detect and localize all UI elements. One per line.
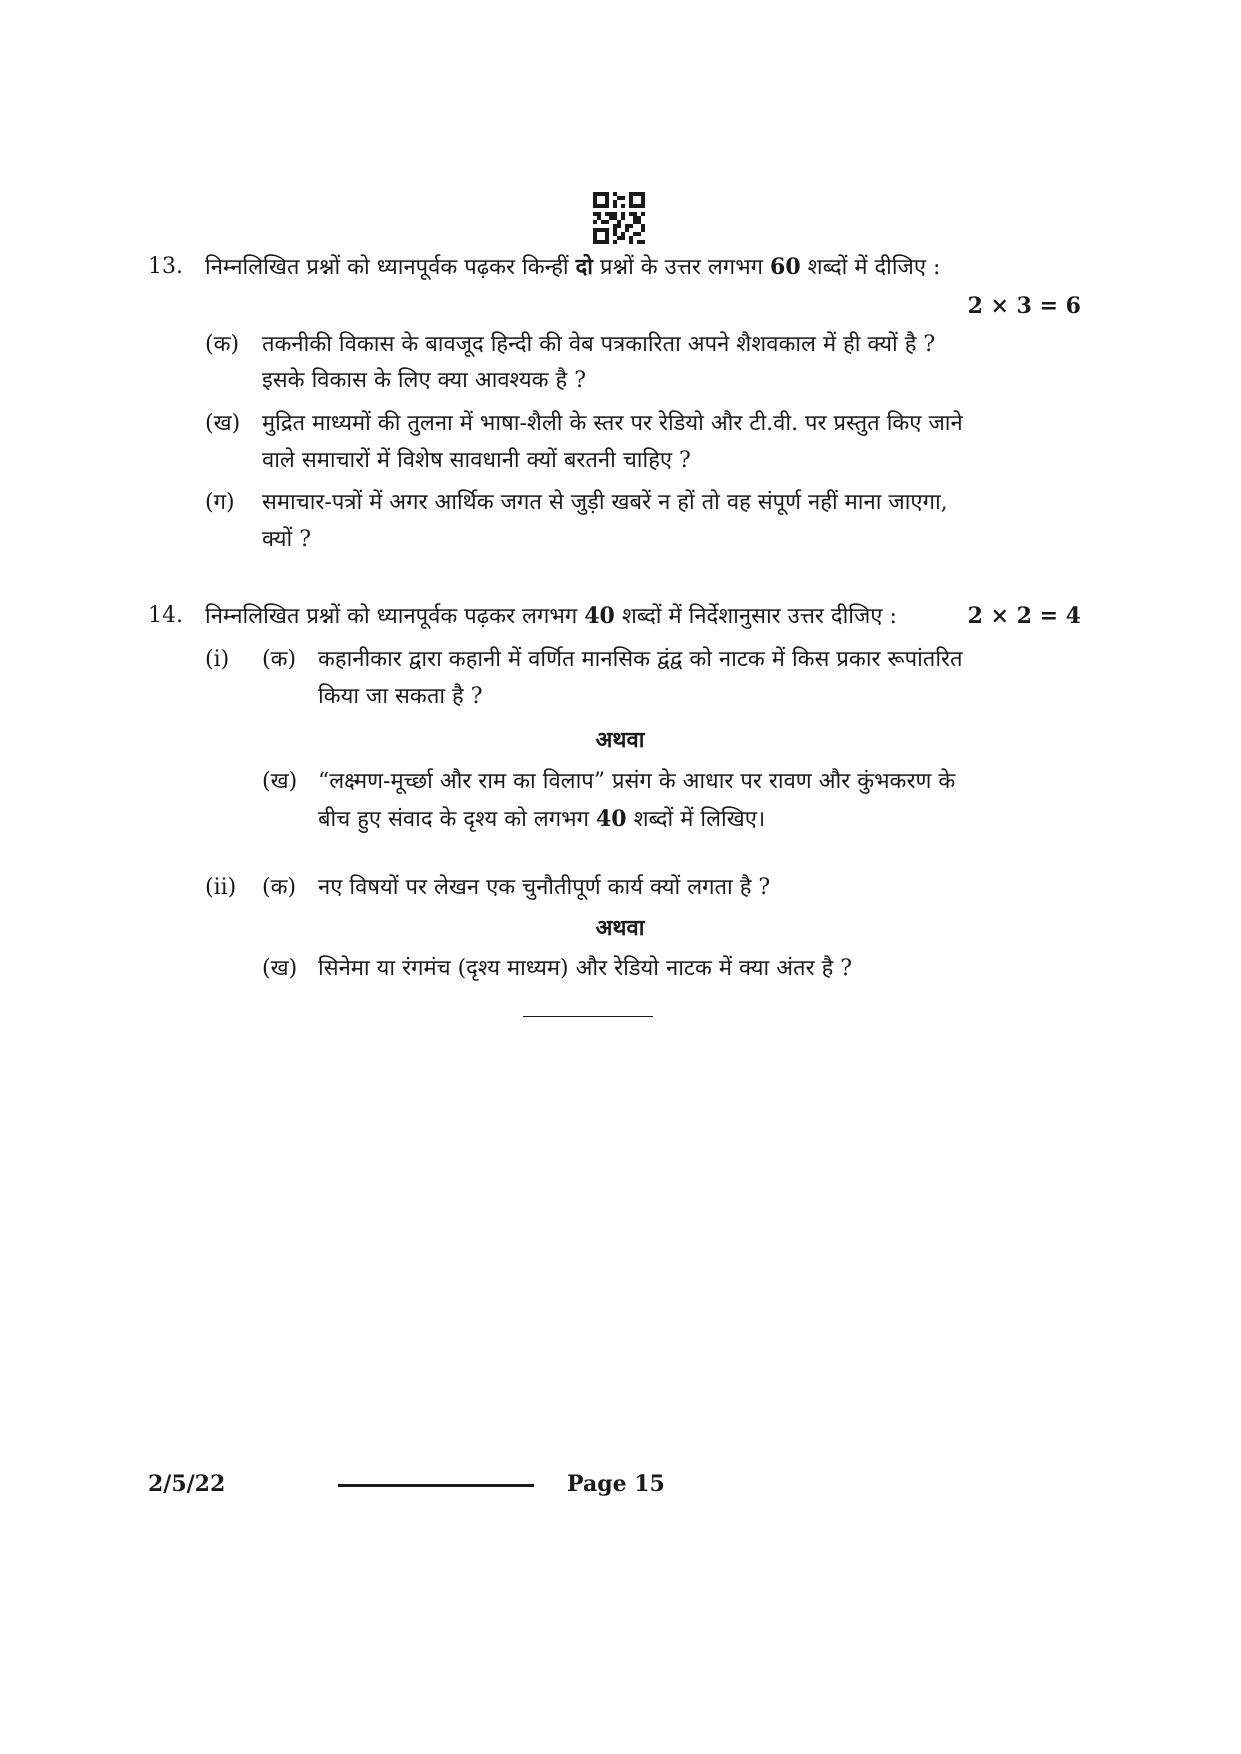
instruction-word-count: 60 bbox=[770, 254, 801, 280]
q14-i-part-a-line-1: कहानीकार द्वारा कहानी में वर्णित मानसिक द्वंद्व को नाटक में किस प्रकार रूपांतरित bbox=[318, 647, 963, 672]
question-13-marks: 2 × 3 = 6 bbox=[967, 293, 1081, 319]
q14-ii-part-a-line: नए विषयों पर लेखन एक चुनौतीपूर्ण कार्य क्यों लगता है ? bbox=[318, 875, 771, 900]
part-text: शब्दों में लिखिए। bbox=[626, 807, 766, 832]
instruction-text: निम्नलिखित प्रश्नों को ध्यानपूर्वक पढ़कर लगभग bbox=[205, 604, 585, 629]
q14-i-or-separator: अथवा bbox=[595, 727, 645, 753]
instruction-text: शब्दों में निर्देशानुसार उत्तर दीजिए : bbox=[614, 604, 897, 629]
qr-code-icon bbox=[593, 192, 645, 244]
paper-code: 2/5/22 bbox=[148, 1471, 226, 1497]
part-text: बीच हुए संवाद के दृश्य को लगभग bbox=[318, 807, 596, 832]
q14-ii-or-separator: अथवा bbox=[595, 915, 645, 941]
question-14-instruction bbox=[205, 601, 897, 632]
q13-part-b-line-1: मुद्रित माध्यमों की तुलना में भाषा-शैली के स्तर पर रेडियो और टी.वी. पर प्रस्तुत किए जाने bbox=[262, 411, 963, 436]
instruction-text: प्रश्नों के उत्तर लगभग bbox=[593, 255, 771, 280]
q13-part-b-label: (ख) bbox=[205, 411, 241, 436]
question-13-number: 13. bbox=[148, 254, 183, 279]
q14-i-part-b-line-2 bbox=[318, 804, 765, 835]
page-number: Page 15 bbox=[567, 1471, 665, 1497]
q14-ii-part-b-label: (ख) bbox=[262, 956, 298, 981]
q13-part-a-line-2: इसके विकास के लिए क्या आवश्यक है ? bbox=[262, 368, 587, 393]
q14-sub-i-label: (i) bbox=[205, 647, 230, 672]
part-word-count: 40 bbox=[595, 806, 627, 832]
q14-i-part-b-line-1: “लक्ष्मण-मूर्च्छा और राम का विलाप” प्रसंग के आधार पर रावण और कुंभकरण के bbox=[318, 769, 956, 794]
q13-part-a-label: (क) bbox=[205, 332, 240, 357]
instruction-emphasis: दो bbox=[575, 254, 593, 280]
footer-rule bbox=[338, 1484, 534, 1487]
instruction-text: निम्नलिखित प्रश्नों को ध्यानपूर्वक पढ़कर किन्हीं bbox=[205, 255, 576, 280]
q13-part-a-line-1: तकनीकी विकास के बावजूद हिन्दी की वेब पत्रकारिता अपने शैशवकाल में ही क्यों है ? bbox=[262, 332, 936, 357]
q14-sub-ii-label: (ii) bbox=[205, 875, 237, 900]
q14-i-part-a-label: (क) bbox=[262, 647, 297, 672]
question-13-instruction bbox=[205, 252, 940, 283]
q13-part-c-label: (ग) bbox=[205, 490, 235, 515]
instruction-word-count: 40 bbox=[584, 603, 615, 629]
q14-i-part-b-label: (ख) bbox=[262, 769, 298, 794]
q13-part-c-line-1: समाचार-पत्रों में अगर आर्थिक जगत से जुड़ी खबरें न हों तो वह संपूर्ण नहीं माना जाएगा, bbox=[262, 490, 948, 515]
q13-part-c-line-2: क्यों ? bbox=[262, 527, 312, 552]
q13-part-b-line-2: वाले समाचारों में विशेष सावधानी क्यों बरतनी चाहिए ? bbox=[262, 448, 691, 473]
q14-i-part-a-line-2: किया जा सकता है ? bbox=[318, 684, 483, 709]
q14-ii-part-a-label: (क) bbox=[262, 875, 297, 900]
section-end-rule bbox=[523, 1016, 653, 1017]
q14-ii-part-b-line: सिनेमा या रंगमंच (दृश्य माध्यम) और रेडियो नाटक में क्या अंतर है ? bbox=[318, 956, 853, 981]
question-14-marks: 2 × 2 = 4 bbox=[967, 603, 1081, 629]
question-14-number: 14. bbox=[148, 603, 183, 628]
instruction-text: शब्दों में दीजिए : bbox=[800, 255, 941, 280]
